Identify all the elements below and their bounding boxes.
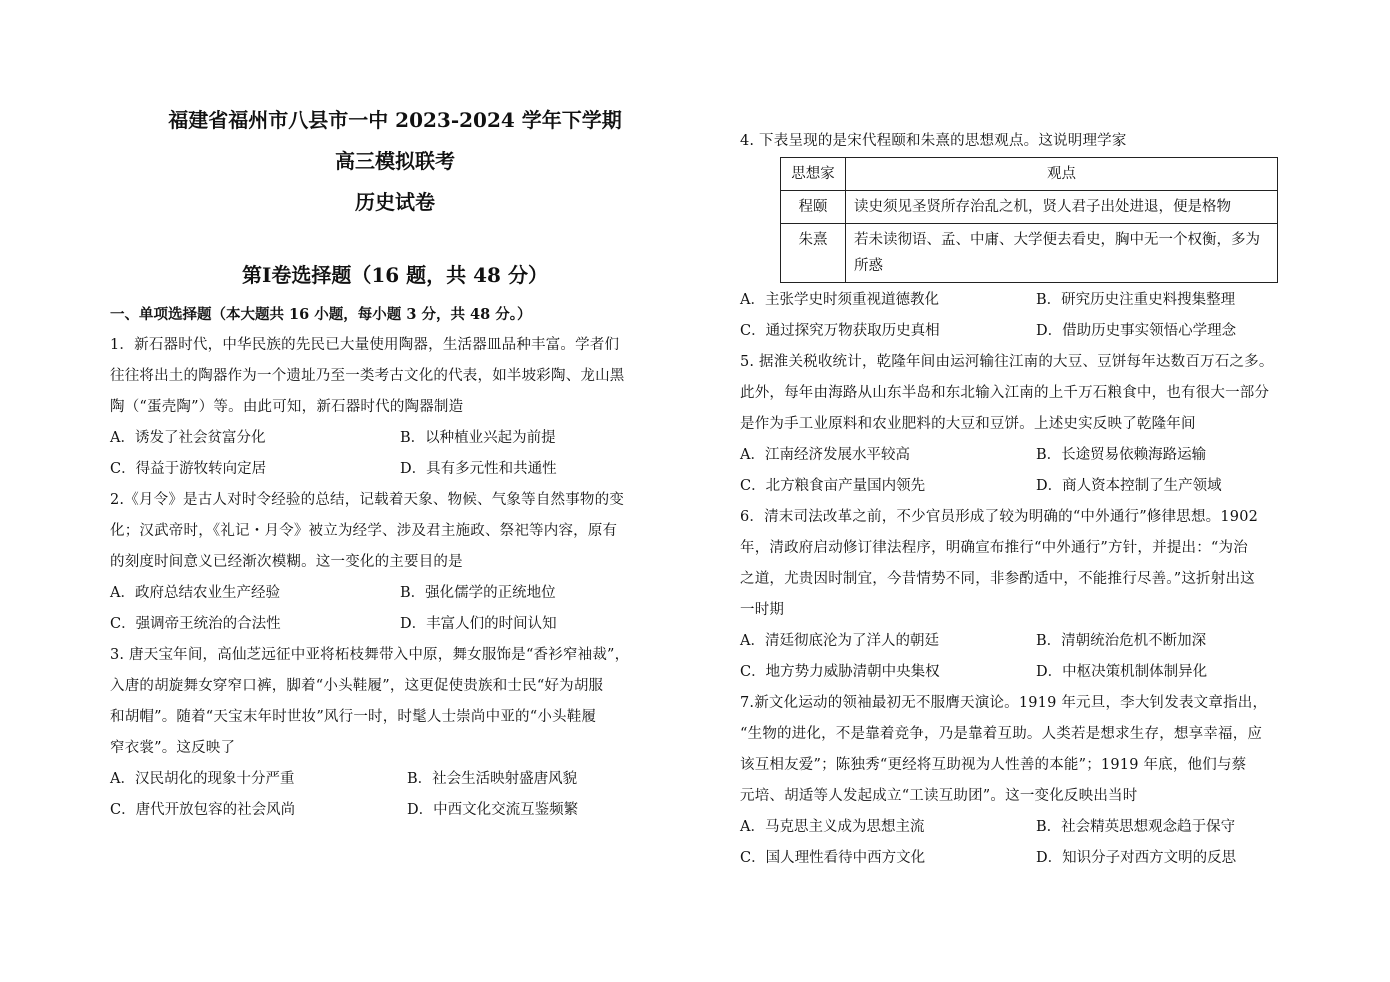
question-stem-line: 入唐的胡旋舞女穿窄口裤，脚着“小头鞋履”，这更促使贵族和士民“好为胡服 bbox=[110, 678, 604, 694]
question-stem-line: 5. 据淮关税收统计，乾隆年间由运河输往江南的大豆、豆饼每年达数百万石之多。 bbox=[740, 354, 1274, 370]
question-stem-line: 年，清政府启动修订律法程序，明确宣布推行“中外通行”方针，并提出：“为治 bbox=[740, 540, 1248, 556]
option-b: B．研究历史注重史料搜集整理 bbox=[1036, 292, 1236, 308]
option-b: B．清朝统治危机不断加深 bbox=[1036, 633, 1207, 649]
question-1 bbox=[110, 330, 680, 485]
question-stem-line: 此外，每年由海路从山东半岛和东北输入江南的上千万石粮食中，也有很大一部分 bbox=[740, 385, 1270, 401]
section-title: 第Ⅰ卷选择题（16 题，共 48 分） bbox=[242, 263, 548, 287]
question-stem-line: 3. 唐天宝年间，高仙芝远征中亚将柘枝舞带入中原，舞女服饰是“香衫窄袖裁”， bbox=[110, 647, 630, 663]
option-c: C．得益于游牧转向定居 bbox=[110, 461, 267, 477]
question-stem-line: 1．新石器时代，中华民族的先民已大量使用陶器，生活器皿品种丰富。学者们 bbox=[110, 337, 620, 353]
option-a: A．诱发了社会贫富分化 bbox=[110, 430, 266, 446]
option-d: D．丰富人们的时间认知 bbox=[400, 616, 557, 632]
table-header-cell: 观点 bbox=[846, 158, 1278, 191]
question-7 bbox=[740, 688, 1330, 874]
option-c: C．地方势力威胁清朝中央集权 bbox=[740, 664, 940, 680]
option-b: B．社会生活映射盛唐风貌 bbox=[407, 771, 578, 787]
table-cell-view: 读史须见圣贤所存治乱之机，贤人君子出处进退，便是格物 bbox=[846, 191, 1278, 224]
option-a: A．江南经济发展水平较高 bbox=[740, 447, 910, 463]
option-b: B．社会精英思想观念趋于保守 bbox=[1036, 819, 1236, 835]
exam-title: 福建省福州市八县市一中 2023-2024 学年下学期 bbox=[168, 108, 622, 132]
option-d: D．借助历史事实领悟心学理念 bbox=[1036, 323, 1237, 339]
option-c: C．北方粮食亩产量国内领先 bbox=[740, 478, 926, 494]
question-stem-line: 是作为手工业原料和农业肥料的大豆和豆饼。上述史实反映了乾隆年间 bbox=[740, 416, 1196, 432]
table-cell-thinker: 朱熹 bbox=[781, 224, 846, 283]
question-stem-line: 陶（“蛋壳陶”）等。由此可知，新石器时代的陶器制造 bbox=[110, 399, 464, 415]
question-5 bbox=[740, 347, 1330, 502]
table-row bbox=[781, 191, 1278, 224]
question-stem-line: 6．清末司法改革之前，不少官员形成了较为明确的“中外通行”修律思想。1902 bbox=[740, 509, 1259, 525]
thought-table bbox=[780, 157, 1278, 283]
question-6 bbox=[740, 502, 1330, 688]
question-stem-line: 化；汉武帝时，《礼记・月令》被立为经学、涉及君主施政、祭祀等内容，原有 bbox=[110, 523, 618, 539]
table-header-row bbox=[781, 158, 1278, 191]
table-header-cell: 思想家 bbox=[781, 158, 846, 191]
question-4 bbox=[740, 126, 1330, 347]
option-d: D．商人资本控制了生产领域 bbox=[1036, 478, 1222, 494]
exam-subtitle: 高三模拟联考 bbox=[335, 149, 455, 173]
question-stem-line: 和胡帽”。随着“天宝末年时世妆”风行一时，时髦人士崇尚中亚的“小头鞋履 bbox=[110, 709, 597, 725]
question-stem-line: 之道，尤贵因时制宜，今昔情势不同，非参酌适中，不能推行尽善。”这折射出这 bbox=[740, 571, 1255, 587]
option-d: D．知识分子对西方文明的反思 bbox=[1036, 850, 1237, 866]
option-b: B．长途贸易依赖海路运输 bbox=[1036, 447, 1207, 463]
question-stem-line: 窄衣裳”。这反映了 bbox=[110, 740, 236, 756]
table-cell-view: 若未读彻语、孟、中庸、大学便去看史，胸中无一个权衡，多为所惑 bbox=[846, 224, 1278, 283]
option-a: A．政府总结农业生产经验 bbox=[110, 585, 280, 601]
question-stem-line: 一时期 bbox=[740, 602, 785, 618]
question-stem-line: 的刻度时间意义已经渐次模糊。这一变化的主要目的是 bbox=[110, 554, 463, 570]
question-stem-line: 7.新文化运动的领袖最初无不服膺天演论。1919 年元旦，李大钊发表文章指出， bbox=[740, 695, 1268, 711]
left-column bbox=[110, 100, 680, 826]
question-stem-line: 元培、胡适等人发起成立“工读互助团”。这一变化反映出当时 bbox=[740, 788, 1138, 804]
table-row bbox=[781, 224, 1278, 283]
option-d: D．中西文化交流互鉴频繁 bbox=[407, 802, 579, 818]
option-c: C．通过探究万物获取历史真相 bbox=[740, 323, 940, 339]
option-b: B．强化儒学的正统地位 bbox=[400, 585, 556, 601]
part-title: 一、单项选择题（本大题共 16 小题，每小题 3 分，共 48 分。） bbox=[110, 306, 532, 323]
option-a: A．清廷彻底沦为了洋人的朝廷 bbox=[740, 633, 939, 649]
question-stem-line: 往往将出土的陶器作为一个遗址乃至一类考古文化的代表，如半坡彩陶、龙山黑 bbox=[110, 368, 625, 384]
option-a: A．主张学史时须重视道德教化 bbox=[740, 292, 939, 308]
option-c: C．唐代开放包容的社会风尚 bbox=[110, 802, 296, 818]
question-stem-line: 该互相友爱”；陈独秀“更经将互助视为人性善的本能”；1919 年底，他们与蔡 bbox=[740, 757, 1247, 773]
option-c: C．国人理性看待中西方文化 bbox=[740, 850, 926, 866]
question-stem-line: 2.《月令》是古人对时令经验的总结，记载着天象、物候、气象等自然事物的变 bbox=[110, 492, 625, 508]
question-3 bbox=[110, 640, 680, 826]
option-b: B．以种植业兴起为前提 bbox=[400, 430, 556, 446]
option-c: C．强调帝王统治的合法性 bbox=[110, 616, 281, 632]
right-column bbox=[740, 126, 1330, 874]
option-d: D．中枢决策机制体制异化 bbox=[1036, 664, 1208, 680]
table-cell-thinker: 程颐 bbox=[781, 191, 846, 224]
question-stem-line: “生物的进化，不是靠着竞争，乃是靠着互助。人类若是想求生存，想享幸福，应 bbox=[740, 726, 1263, 742]
exam-subject: 历史试卷 bbox=[355, 190, 435, 214]
option-d: D．具有多元性和共通性 bbox=[400, 461, 557, 477]
option-a: A．马克思主义成为思想主流 bbox=[740, 819, 925, 835]
question-stem-line: 4. 下表呈现的是宋代程颐和朱熹的思想观点。这说明理学家 bbox=[740, 133, 1127, 149]
option-a: A．汉民胡化的现象十分严重 bbox=[110, 771, 295, 787]
question-2 bbox=[110, 485, 680, 640]
